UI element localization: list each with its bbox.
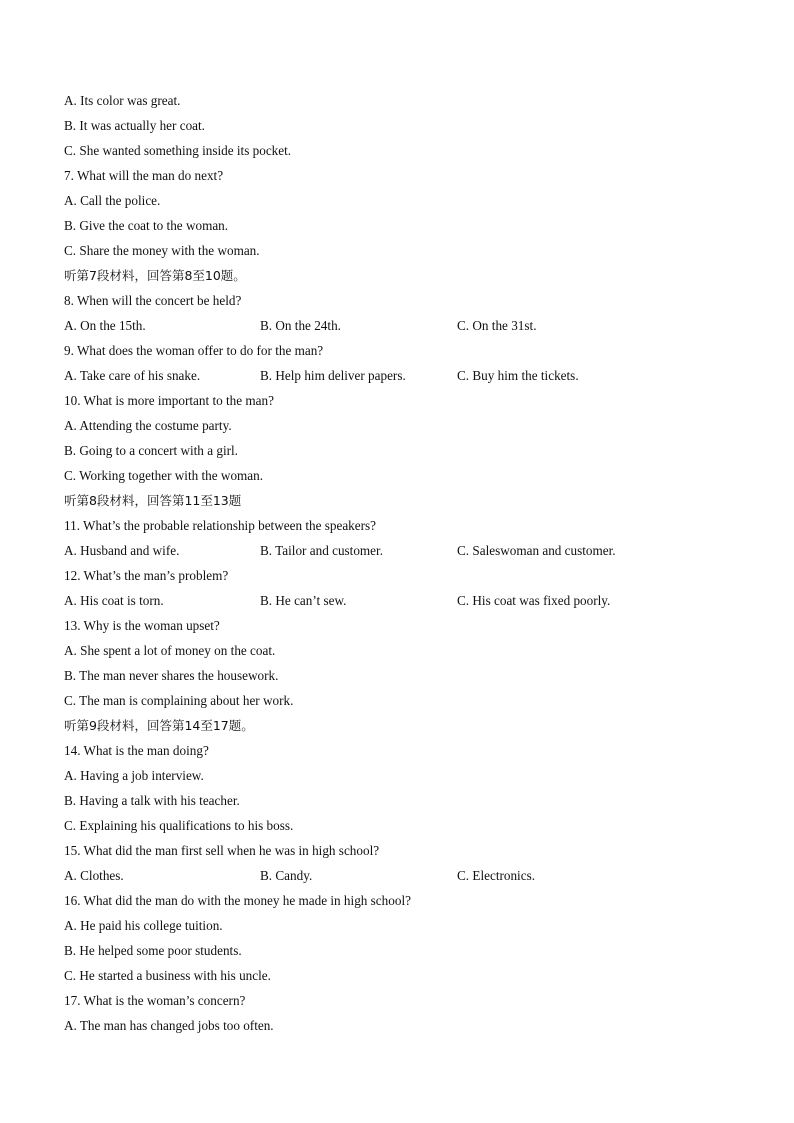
answer-option: B. The man never shares the housework. xyxy=(64,668,279,683)
answer-option: B. Candy. xyxy=(260,868,313,883)
document-content xyxy=(64,88,744,1038)
question-text: 14. What is the man doing? xyxy=(64,743,209,758)
answer-option: A. Having a job interview. xyxy=(64,768,204,783)
answer-option: B. Give the coat to the woman. xyxy=(64,218,229,233)
answer-options-row xyxy=(64,588,744,613)
answer-option: B. Going to a concert with a girl. xyxy=(64,443,238,458)
answer-option: A. Take care of his snake. xyxy=(64,368,201,383)
question-text: 7. What will the man do next? xyxy=(64,168,224,183)
answer-options-row xyxy=(64,363,744,388)
answer-option: C. The man is complaining about her work. xyxy=(64,693,294,708)
answer-option: A. His coat is torn. xyxy=(64,593,164,608)
answer-option: C. Saleswoman and customer. xyxy=(457,543,616,558)
question-text: 16. What did the man do with the money he made in high school? xyxy=(64,893,411,908)
section-instruction: 听第7段材料，回答第8至10题。 xyxy=(64,268,246,283)
answer-option: A. Clothes. xyxy=(64,868,124,883)
answer-option: A. Call the police. xyxy=(64,193,161,208)
answer-option: A. Attending the costume party. xyxy=(64,418,232,433)
answer-option: C. His coat was fixed poorly. xyxy=(457,593,611,608)
answer-option: A. The man has changed jobs too often. xyxy=(64,1018,274,1033)
answer-options-row xyxy=(64,538,744,563)
answer-option: B. He can’t sew. xyxy=(260,593,347,608)
answer-option: B. He helped some poor students. xyxy=(64,943,242,958)
answer-option: A. She spent a lot of money on the coat. xyxy=(64,643,276,658)
answer-option: A. On the 15th. xyxy=(64,318,146,333)
question-text: 17. What is the woman’s concern? xyxy=(64,993,246,1008)
answer-option: C. She wanted something inside its pocket. xyxy=(64,143,292,158)
question-text: 9. What does the woman offer to do for the man? xyxy=(64,343,324,358)
answer-option: A. Husband and wife. xyxy=(64,543,180,558)
section-instruction: 听第8段材料，回答第11至13题 xyxy=(64,493,242,508)
answer-option: B. It was actually her coat. xyxy=(64,118,205,133)
answer-option: A. He paid his college tuition. xyxy=(64,918,223,933)
answer-option: C. Share the money with the woman. xyxy=(64,243,260,258)
answer-options-row xyxy=(64,313,744,338)
answer-option: A. Its color was great. xyxy=(64,93,181,108)
question-text: 11. What’s the probable relationship between the speakers? xyxy=(64,518,376,533)
answer-option: C. Electronics. xyxy=(457,868,536,883)
section-instruction: 听第9段材料，回答第14至17题。 xyxy=(64,718,254,733)
answer-option: B. Help him deliver papers. xyxy=(260,368,406,383)
answer-options-row xyxy=(64,863,744,888)
question-text: 10. What is more important to the man? xyxy=(64,393,274,408)
answer-option: C. On the 31st. xyxy=(457,318,537,333)
answer-option: B. On the 24th. xyxy=(260,318,341,333)
question-text: 12. What’s the man’s problem? xyxy=(64,568,229,583)
question-text: 15. What did the man first sell when he was in high school? xyxy=(64,843,380,858)
question-text: 8. When will the concert be held? xyxy=(64,293,242,308)
answer-option: C. Buy him the tickets. xyxy=(457,368,579,383)
answer-option: C. Working together with the woman. xyxy=(64,468,264,483)
question-text: 13. Why is the woman upset? xyxy=(64,618,220,633)
answer-option: C. Explaining his qualifications to his boss. xyxy=(64,818,294,833)
answer-option: B. Tailor and customer. xyxy=(260,543,383,558)
answer-option: B. Having a talk with his teacher. xyxy=(64,793,240,808)
answer-option: C. He started a business with his uncle. xyxy=(64,968,271,983)
